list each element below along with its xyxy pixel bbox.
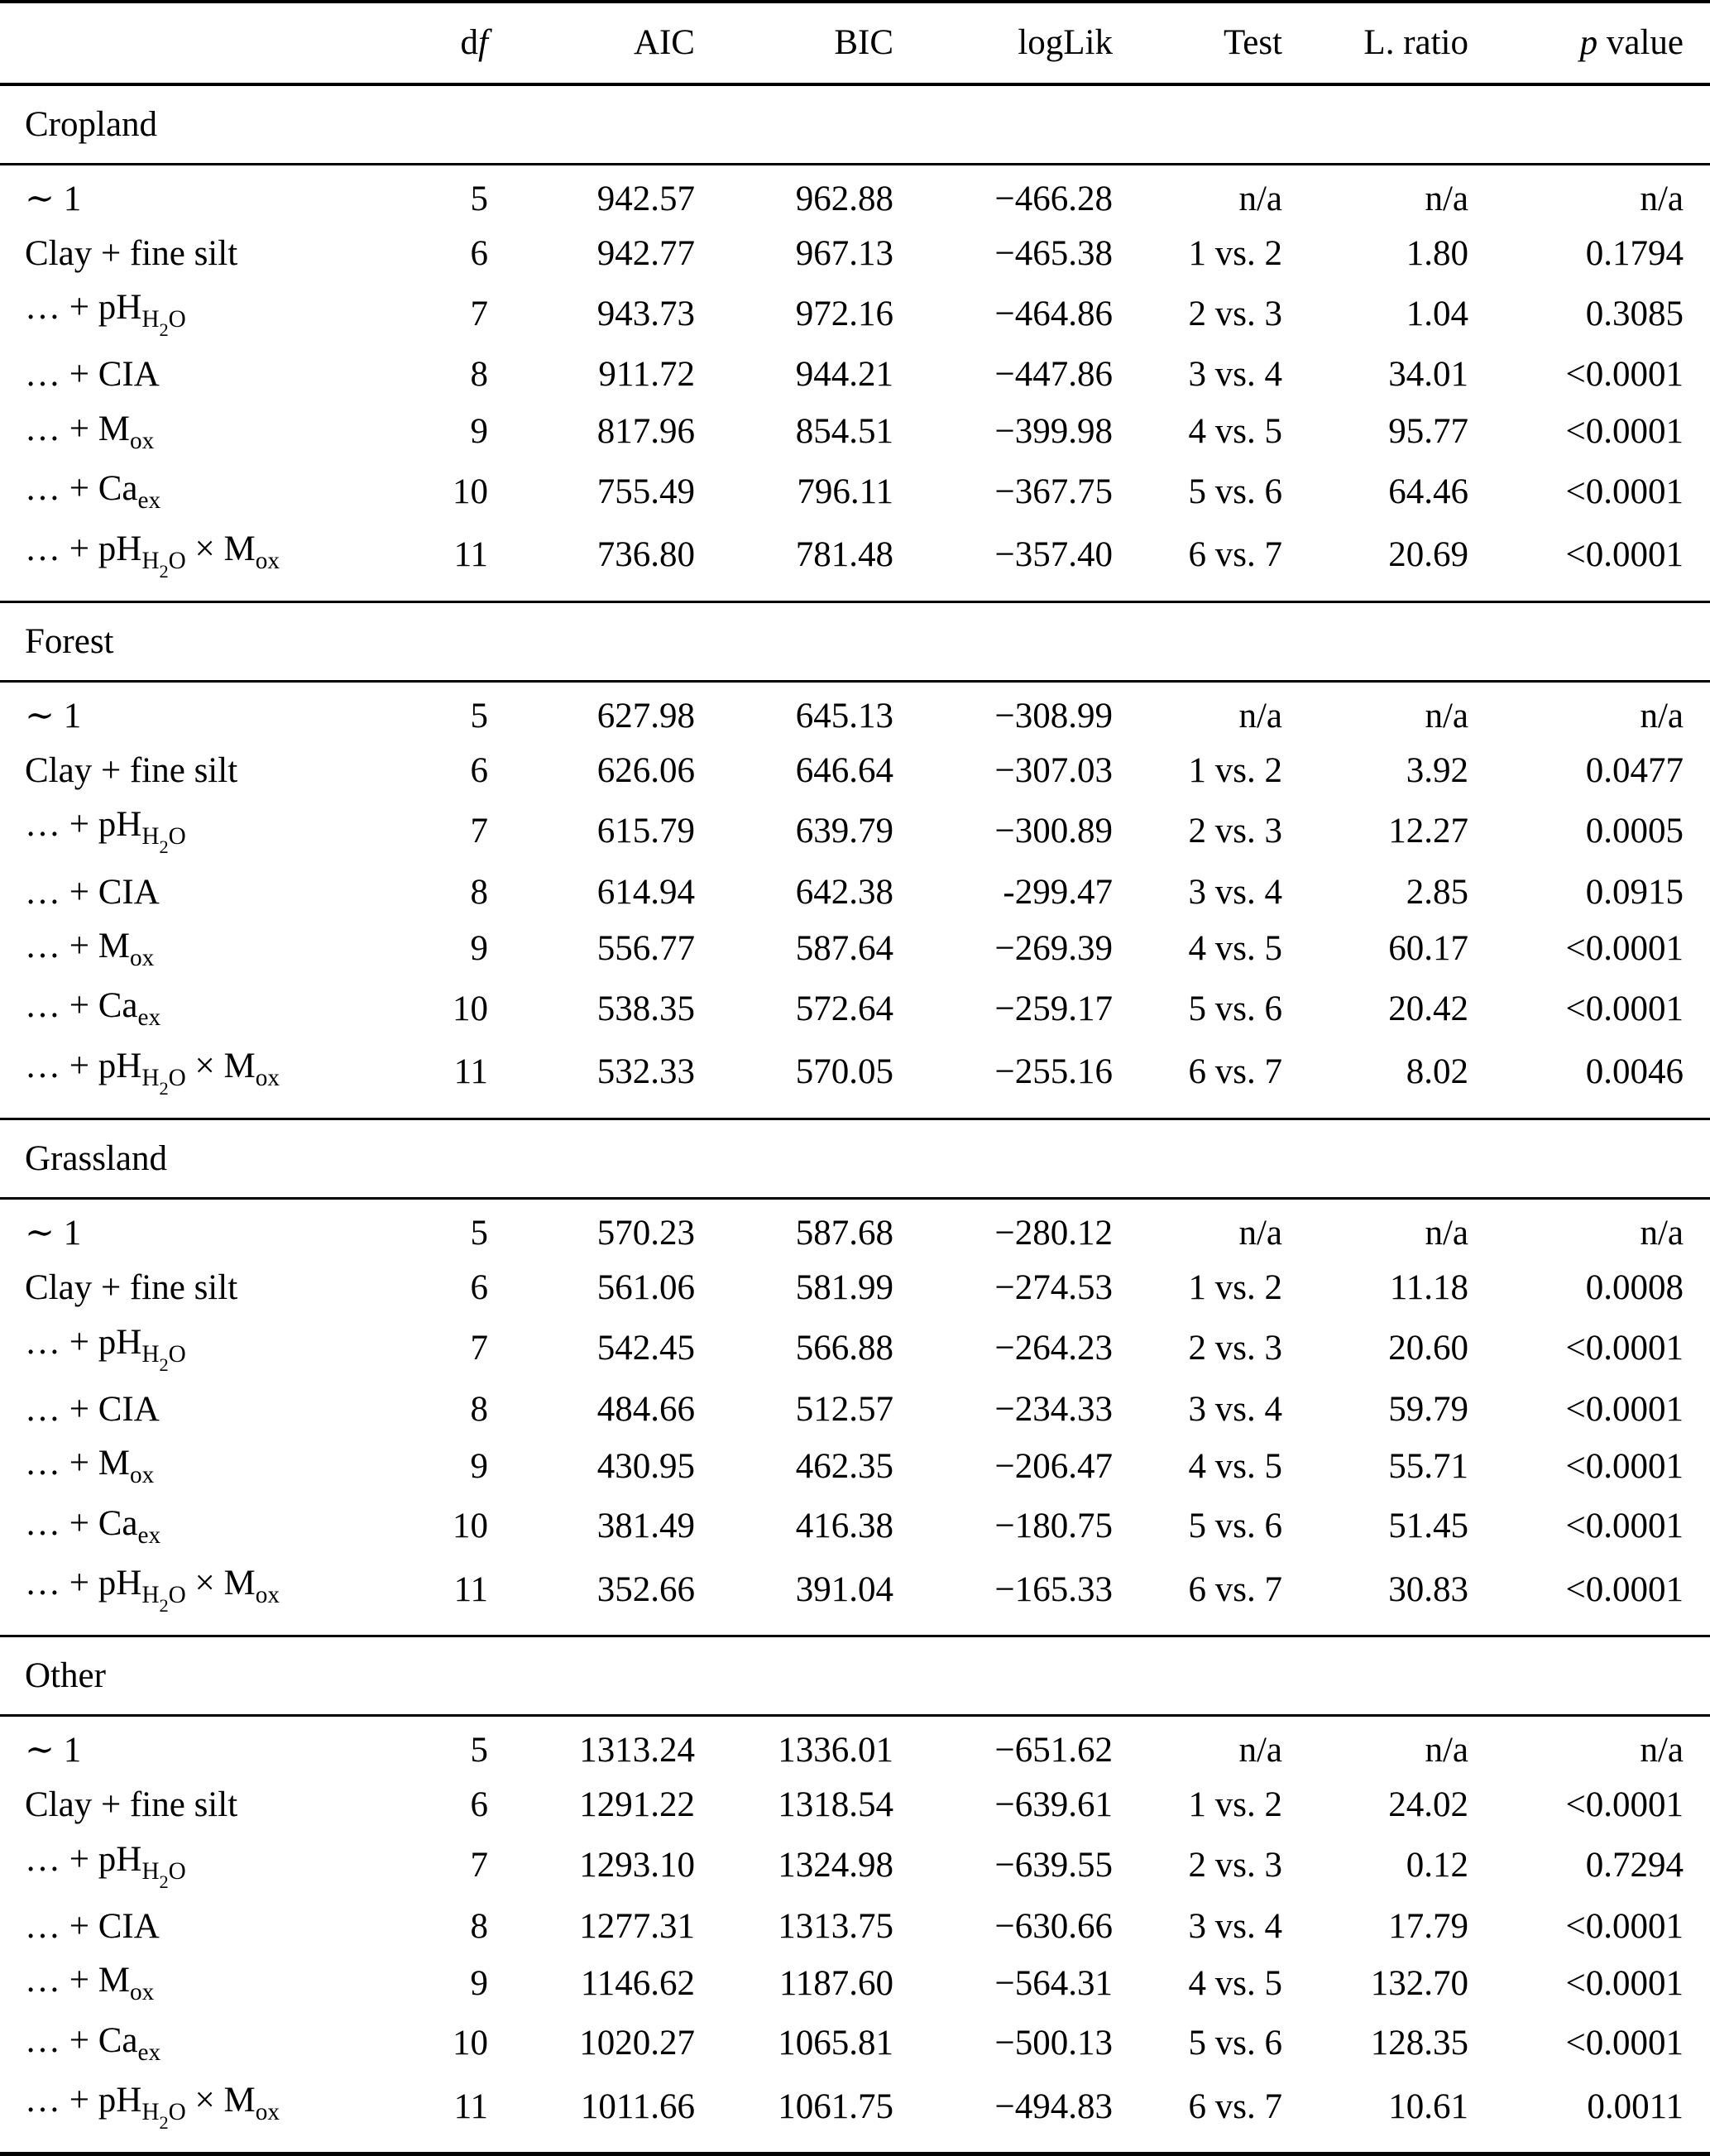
loglik-cell: −274.53 bbox=[994, 1267, 1113, 1307]
column-header-model bbox=[0, 2, 389, 84]
bic-cell: 1065.81 bbox=[778, 2023, 893, 2063]
lratio-cell: 3.92 bbox=[1406, 750, 1468, 790]
section-header-row bbox=[0, 1119, 1710, 1199]
column-header-aic: AIC bbox=[488, 2, 695, 84]
aic-cell: 538.35 bbox=[596, 989, 695, 1028]
df-cell: 10 bbox=[453, 2023, 488, 2063]
lratio-cell: 20.60 bbox=[1388, 1329, 1468, 1368]
model-label: … + CIA bbox=[25, 1906, 160, 1946]
pvalue-cell: <0.0001 bbox=[1565, 1446, 1684, 1486]
df-cell: 11 bbox=[453, 1052, 488, 1092]
loglik-cell: −180.75 bbox=[994, 1506, 1113, 1545]
bic-cell: 1336.01 bbox=[778, 1731, 893, 1770]
section-forest bbox=[0, 601, 1710, 1119]
loglik-cell: −308.99 bbox=[994, 697, 1113, 736]
pvalue-cell: n/a bbox=[1640, 1731, 1684, 1770]
bic-cell: 1318.54 bbox=[778, 1785, 893, 1825]
df-cell: 5 bbox=[470, 180, 488, 219]
test-cell: 5 vs. 6 bbox=[1188, 472, 1282, 511]
test-cell: 5 vs. 6 bbox=[1188, 2023, 1282, 2063]
test-cell: 2 vs. 3 bbox=[1188, 1329, 1282, 1368]
loglik-cell: −206.47 bbox=[994, 1446, 1113, 1486]
bic-cell: 854.51 bbox=[795, 412, 893, 452]
lratio-cell: 128.35 bbox=[1370, 2023, 1468, 2063]
test-cell: 4 vs. 5 bbox=[1188, 412, 1282, 452]
df-cell: 10 bbox=[453, 1506, 488, 1545]
pvalue-cell: 0.0477 bbox=[1585, 750, 1684, 790]
lratio-cell: n/a bbox=[1425, 180, 1468, 219]
table-row bbox=[0, 798, 1710, 865]
bic-cell: 1313.75 bbox=[778, 1906, 893, 1946]
test-cell: 4 vs. 5 bbox=[1188, 929, 1282, 969]
pvalue-cell: <0.0001 bbox=[1565, 535, 1684, 575]
loglik-cell: −307.03 bbox=[994, 750, 1113, 790]
table-row bbox=[0, 1039, 1710, 1119]
section-title: Other bbox=[0, 1636, 1710, 1716]
model-label: ∼ 1 bbox=[25, 1214, 82, 1253]
pvalue-cell: 0.0005 bbox=[1585, 812, 1684, 851]
lratio-cell: n/a bbox=[1425, 1214, 1468, 1253]
bic-cell: 587.68 bbox=[795, 1214, 893, 1253]
loglik-cell: −494.83 bbox=[994, 2087, 1113, 2126]
table-row bbox=[0, 1497, 1710, 1556]
loglik-cell: −466.28 bbox=[994, 180, 1113, 219]
test-cell: 2 vs. 3 bbox=[1188, 812, 1282, 851]
model-label: … + $Ca_{ex}$ bbox=[25, 986, 161, 1032]
bic-cell: 645.13 bbox=[795, 697, 893, 736]
test-cell: 3 vs. 4 bbox=[1188, 1906, 1282, 1946]
section-other bbox=[0, 1636, 1710, 2154]
bic-cell: 642.38 bbox=[795, 872, 893, 912]
df-cell: 10 bbox=[453, 989, 488, 1028]
aic-cell: 570.23 bbox=[596, 1214, 695, 1253]
model-label: ∼ 1 bbox=[25, 697, 82, 736]
loglik-cell: −357.40 bbox=[994, 535, 1113, 575]
df-cell: 5 bbox=[470, 1731, 488, 1770]
loglik-cell: −255.16 bbox=[994, 1052, 1113, 1092]
section-title: Grassland bbox=[0, 1119, 1710, 1199]
aic-cell: 627.98 bbox=[596, 697, 695, 736]
model-label: ∼ 1 bbox=[25, 1731, 82, 1770]
test-cell: 6 vs. 7 bbox=[1188, 2087, 1282, 2126]
test-cell: 3 vs. 4 bbox=[1188, 872, 1282, 912]
test-cell: n/a bbox=[1238, 180, 1282, 219]
pvalue-cell: <0.0001 bbox=[1565, 1569, 1684, 1609]
lratio-cell: n/a bbox=[1425, 1731, 1468, 1770]
bic-cell: 967.13 bbox=[795, 233, 893, 273]
loglik-cell: −630.66 bbox=[994, 1906, 1113, 1946]
model-label: … + $Ca_{ex}$ bbox=[25, 2020, 161, 2066]
df-cell: 9 bbox=[470, 929, 488, 969]
lratio-cell: 12.27 bbox=[1388, 812, 1468, 851]
model-label: … + $M_{ox}$ bbox=[25, 1444, 155, 1489]
lratio-cell: 60.17 bbox=[1388, 929, 1468, 969]
aic-cell: 1291.22 bbox=[579, 1785, 695, 1825]
bic-cell: 566.88 bbox=[795, 1329, 893, 1368]
loglik-cell: −500.13 bbox=[994, 2023, 1113, 2063]
df-cell: 8 bbox=[470, 1906, 488, 1946]
lratio-cell: 2.85 bbox=[1406, 872, 1468, 912]
bic-cell: 1187.60 bbox=[778, 1963, 893, 2003]
bic-cell: 639.79 bbox=[795, 812, 893, 851]
table-row bbox=[0, 522, 1710, 602]
table-row bbox=[0, 2014, 1710, 2073]
table-row bbox=[0, 682, 1710, 744]
test-cell: 4 vs. 5 bbox=[1188, 1963, 1282, 2003]
table-row bbox=[0, 1900, 1710, 1954]
aic-cell: 556.77 bbox=[596, 929, 695, 969]
model-label: Clay + fine silt bbox=[25, 750, 238, 790]
lratio-cell: 55.71 bbox=[1388, 1446, 1468, 1486]
model-label: … + $M_{ox}$ bbox=[25, 1961, 155, 2006]
pvalue-cell: <0.0001 bbox=[1565, 989, 1684, 1028]
df-cell: 5 bbox=[470, 1214, 488, 1253]
df-cell: 6 bbox=[470, 1267, 488, 1307]
table-row bbox=[0, 1261, 1710, 1315]
section-header-row bbox=[0, 601, 1710, 682]
aic-cell: 626.06 bbox=[596, 750, 695, 790]
lratio-cell: 17.79 bbox=[1388, 1906, 1468, 1946]
test-cell: n/a bbox=[1238, 1731, 1282, 1770]
lratio-cell: 95.77 bbox=[1388, 412, 1468, 452]
loglik-cell: −269.39 bbox=[994, 929, 1113, 969]
table-header bbox=[0, 2, 1710, 84]
table-row bbox=[0, 347, 1710, 402]
test-cell: 2 vs. 3 bbox=[1188, 295, 1282, 334]
df-cell: 9 bbox=[470, 412, 488, 452]
pvalue-cell: <0.0001 bbox=[1565, 1506, 1684, 1545]
df-cell: 8 bbox=[470, 872, 488, 912]
test-cell: 1 vs. 2 bbox=[1188, 233, 1282, 273]
table-row bbox=[0, 1778, 1710, 1833]
aic-cell: 736.80 bbox=[596, 535, 695, 575]
bic-cell: 416.38 bbox=[795, 1506, 893, 1545]
df-cell: 6 bbox=[470, 750, 488, 790]
df-cell: 7 bbox=[470, 1329, 488, 1368]
df-cell: 8 bbox=[470, 355, 488, 395]
table-row bbox=[0, 462, 1710, 521]
table-row bbox=[0, 1315, 1710, 1382]
aic-cell: 484.66 bbox=[596, 1389, 695, 1429]
bic-cell: 781.48 bbox=[795, 535, 893, 575]
aic-cell: 542.45 bbox=[596, 1329, 695, 1368]
test-cell: n/a bbox=[1238, 1214, 1282, 1253]
model-label: … + $M_{ox}$ bbox=[25, 927, 155, 972]
pvalue-cell: <0.0001 bbox=[1565, 1785, 1684, 1825]
bic-cell: 796.11 bbox=[797, 472, 893, 511]
table-row bbox=[0, 2073, 1710, 2154]
loglik-cell: −639.61 bbox=[994, 1785, 1113, 1825]
aic-cell: 942.57 bbox=[596, 180, 695, 219]
model-label: … + $pH_{H2O} \times M_{ox}$ bbox=[25, 2080, 280, 2134]
df-cell: 6 bbox=[470, 233, 488, 273]
aic-cell: 1146.62 bbox=[580, 1963, 695, 2003]
test-cell: 6 vs. 7 bbox=[1188, 1052, 1282, 1092]
aic-cell: 561.06 bbox=[596, 1267, 695, 1307]
df-cell: 9 bbox=[470, 1446, 488, 1486]
lratio-cell: 11.18 bbox=[1389, 1267, 1468, 1307]
pvalue-cell: <0.0001 bbox=[1565, 412, 1684, 452]
aic-cell: 430.95 bbox=[596, 1446, 695, 1486]
model-label: … + CIA bbox=[25, 872, 160, 912]
table-row bbox=[0, 865, 1710, 920]
table-row bbox=[0, 1556, 1710, 1636]
table-row bbox=[0, 1382, 1710, 1437]
test-cell: n/a bbox=[1238, 697, 1282, 736]
section-title: Cropland bbox=[0, 84, 1710, 165]
pvalue-cell: <0.0001 bbox=[1565, 355, 1684, 395]
pvalue-cell: 0.3085 bbox=[1585, 295, 1684, 334]
lratio-cell: 0.12 bbox=[1406, 1846, 1468, 1885]
df-cell: 6 bbox=[470, 1785, 488, 1825]
lratio-cell: 59.79 bbox=[1388, 1389, 1468, 1429]
model-label: … + $Ca_{ex}$ bbox=[25, 1503, 161, 1549]
lratio-cell: 51.45 bbox=[1388, 1506, 1468, 1545]
table-row bbox=[0, 979, 1710, 1038]
pvalue-cell: n/a bbox=[1640, 1214, 1684, 1253]
bic-cell: 1324.98 bbox=[778, 1846, 893, 1885]
section-grassland bbox=[0, 1119, 1710, 1636]
lratio-cell: 20.69 bbox=[1388, 535, 1468, 575]
df-cell: 5 bbox=[470, 697, 488, 736]
df-cell: 9 bbox=[470, 1963, 488, 2003]
pvalue-cell: <0.0001 bbox=[1565, 472, 1684, 511]
bic-cell: 572.64 bbox=[795, 989, 893, 1028]
bic-cell: 962.88 bbox=[795, 180, 893, 219]
df-cell: 11 bbox=[453, 2087, 488, 2126]
table-row bbox=[0, 919, 1710, 979]
pvalue-cell: 0.0046 bbox=[1585, 1052, 1684, 1092]
loglik-cell: −234.33 bbox=[994, 1389, 1113, 1429]
loglik-cell: −367.75 bbox=[994, 472, 1113, 511]
table-row bbox=[0, 1953, 1710, 2013]
pvalue-cell: 0.0008 bbox=[1585, 1267, 1684, 1307]
test-cell: 2 vs. 3 bbox=[1188, 1846, 1282, 1885]
model-label: … + CIA bbox=[25, 1389, 160, 1429]
df-cell: 11 bbox=[453, 1569, 488, 1609]
model-label: … + $pH_{H2O}$ bbox=[25, 1839, 186, 1892]
aic-cell: 943.73 bbox=[596, 295, 695, 334]
aic-cell: 615.79 bbox=[596, 812, 695, 851]
pvalue-cell: <0.0001 bbox=[1565, 1329, 1684, 1368]
table-row bbox=[0, 1833, 1710, 1900]
df-cell: 11 bbox=[453, 535, 488, 575]
pvalue-cell: <0.0001 bbox=[1565, 1389, 1684, 1429]
table-row bbox=[0, 1716, 1710, 1778]
lratio-cell: 30.83 bbox=[1388, 1569, 1468, 1609]
bic-cell: 972.16 bbox=[795, 295, 893, 334]
model-label: … + $pH_{H2O}$ bbox=[25, 288, 186, 341]
test-cell: 3 vs. 4 bbox=[1188, 1389, 1282, 1429]
column-header-lratio: L. ratio bbox=[1282, 2, 1468, 84]
section-header-row bbox=[0, 84, 1710, 165]
test-cell: 5 vs. 6 bbox=[1188, 1506, 1282, 1545]
column-header-test: Test bbox=[1113, 2, 1282, 84]
test-cell: 4 vs. 5 bbox=[1188, 1446, 1282, 1486]
table-row bbox=[0, 402, 1710, 462]
pvalue-cell: <0.0001 bbox=[1565, 1963, 1684, 2003]
lratio-cell: n/a bbox=[1425, 697, 1468, 736]
aic-cell: 1011.66 bbox=[580, 2087, 695, 2126]
aic-cell: 352.66 bbox=[596, 1569, 695, 1609]
bic-cell: 391.04 bbox=[795, 1569, 893, 1609]
pvalue-cell: n/a bbox=[1640, 697, 1684, 736]
pvalue-cell: <0.0001 bbox=[1565, 2023, 1684, 2063]
section-title: Forest bbox=[0, 601, 1710, 682]
pvalue-cell: 0.7294 bbox=[1585, 1846, 1684, 1885]
bic-cell: 646.64 bbox=[795, 750, 893, 790]
aic-cell: 817.96 bbox=[596, 412, 695, 452]
aic-cell: 1313.24 bbox=[579, 1731, 695, 1770]
loglik-cell: −564.31 bbox=[994, 1963, 1113, 2003]
aic-cell: 1277.31 bbox=[579, 1906, 695, 1946]
header-row bbox=[0, 2, 1710, 84]
df-cell: 8 bbox=[470, 1389, 488, 1429]
model-label: … + $Ca_{ex}$ bbox=[25, 469, 161, 515]
df-cell: 7 bbox=[470, 1846, 488, 1885]
lratio-cell: 64.46 bbox=[1388, 472, 1468, 511]
pvalue-cell: n/a bbox=[1640, 180, 1684, 219]
column-header-loglik: logLik bbox=[893, 2, 1113, 84]
lratio-cell: 1.80 bbox=[1406, 233, 1468, 273]
pvalue-cell: 0.0011 bbox=[1587, 2087, 1684, 2126]
model-label: … + $pH_{H2O}$ bbox=[25, 1322, 186, 1375]
test-cell: 3 vs. 4 bbox=[1188, 355, 1282, 395]
model-label: … + $pH_{H2O} \times M_{ox}$ bbox=[25, 529, 280, 582]
loglik-cell: −259.17 bbox=[994, 989, 1113, 1028]
aic-cell: 911.72 bbox=[598, 355, 695, 395]
test-cell: 1 vs. 2 bbox=[1188, 1785, 1282, 1825]
bic-cell: 1061.75 bbox=[778, 2087, 893, 2126]
bic-cell: 587.64 bbox=[795, 929, 893, 969]
table-row bbox=[0, 1199, 1710, 1261]
table-row bbox=[0, 280, 1710, 347]
lratio-cell: 10.61 bbox=[1388, 2087, 1468, 2126]
loglik-cell: −465.38 bbox=[994, 233, 1113, 273]
lratio-cell: 24.02 bbox=[1388, 1785, 1468, 1825]
pvalue-cell: 0.1794 bbox=[1585, 233, 1684, 273]
bic-cell: 570.05 bbox=[795, 1052, 893, 1092]
aic-cell: 532.33 bbox=[596, 1052, 695, 1092]
df-cell: 10 bbox=[453, 472, 488, 511]
df-cell: 7 bbox=[470, 812, 488, 851]
model-label: Clay + fine silt bbox=[25, 1785, 238, 1825]
pvalue-cell: <0.0001 bbox=[1565, 1906, 1684, 1946]
bic-cell: 581.99 bbox=[795, 1267, 893, 1307]
aic-cell: 942.77 bbox=[596, 233, 695, 273]
loglik-cell: −280.12 bbox=[994, 1214, 1113, 1253]
loglik-cell: −165.33 bbox=[994, 1569, 1113, 1609]
loglik-cell: −464.86 bbox=[994, 295, 1113, 334]
model-label: … + $M_{ox}$ bbox=[25, 410, 155, 455]
model-label: … + CIA bbox=[25, 355, 160, 395]
aic-cell: 755.49 bbox=[596, 472, 695, 511]
model-label: Clay + fine silt bbox=[25, 1267, 238, 1307]
loglik-cell: −639.55 bbox=[994, 1846, 1113, 1885]
bic-cell: 512.57 bbox=[795, 1389, 893, 1429]
aic-cell: 1020.27 bbox=[579, 2023, 695, 2063]
loglik-cell: −264.23 bbox=[994, 1329, 1113, 1368]
pvalue-cell: <0.0001 bbox=[1565, 929, 1684, 969]
test-cell: 5 vs. 6 bbox=[1188, 989, 1282, 1028]
lratio-cell: 20.42 bbox=[1388, 989, 1468, 1028]
model-label: ∼ 1 bbox=[25, 180, 82, 219]
section-header-row bbox=[0, 1636, 1710, 1716]
column-header-pvalue: p value bbox=[1468, 2, 1710, 84]
lratio-cell: 132.70 bbox=[1370, 1963, 1468, 2003]
loglik-cell: −300.89 bbox=[994, 812, 1113, 851]
test-cell: 1 vs. 2 bbox=[1188, 1267, 1282, 1307]
model-label: … + $pH_{H2O}$ bbox=[25, 805, 186, 858]
loglik-cell: −399.98 bbox=[994, 412, 1113, 452]
lratio-cell: 34.01 bbox=[1388, 355, 1468, 395]
table-row bbox=[0, 227, 1710, 281]
test-cell: 6 vs. 7 bbox=[1188, 1569, 1282, 1609]
test-cell: 1 vs. 2 bbox=[1188, 750, 1282, 790]
table-row bbox=[0, 744, 1710, 798]
aic-cell: 381.49 bbox=[596, 1506, 695, 1545]
model-label: Clay + fine silt bbox=[25, 233, 238, 273]
loglik-cell: -299.47 bbox=[1003, 872, 1113, 912]
aic-cell: 614.94 bbox=[596, 872, 695, 912]
lratio-cell: 1.04 bbox=[1406, 295, 1468, 334]
aic-cell: 1293.10 bbox=[579, 1846, 695, 1885]
lratio-cell: 8.02 bbox=[1406, 1052, 1468, 1092]
pvalue-cell: 0.0915 bbox=[1585, 872, 1684, 912]
test-cell: 6 vs. 7 bbox=[1188, 535, 1282, 575]
df-cell: 7 bbox=[470, 295, 488, 334]
loglik-cell: −651.62 bbox=[994, 1731, 1113, 1770]
loglik-cell: −447.86 bbox=[994, 355, 1113, 395]
model-label: … + $pH_{H2O} \times M_{ox}$ bbox=[25, 1046, 280, 1099]
column-header-df: df bbox=[389, 2, 488, 84]
column-header-bic: BIC bbox=[695, 2, 893, 84]
bic-cell: 944.21 bbox=[795, 355, 893, 395]
table-row bbox=[0, 165, 1710, 227]
section-cropland bbox=[0, 84, 1710, 602]
bic-cell: 462.35 bbox=[795, 1446, 893, 1486]
table-row bbox=[0, 1436, 1710, 1496]
model-label: … + $pH_{H2O} \times M_{ox}$ bbox=[25, 1563, 280, 1617]
